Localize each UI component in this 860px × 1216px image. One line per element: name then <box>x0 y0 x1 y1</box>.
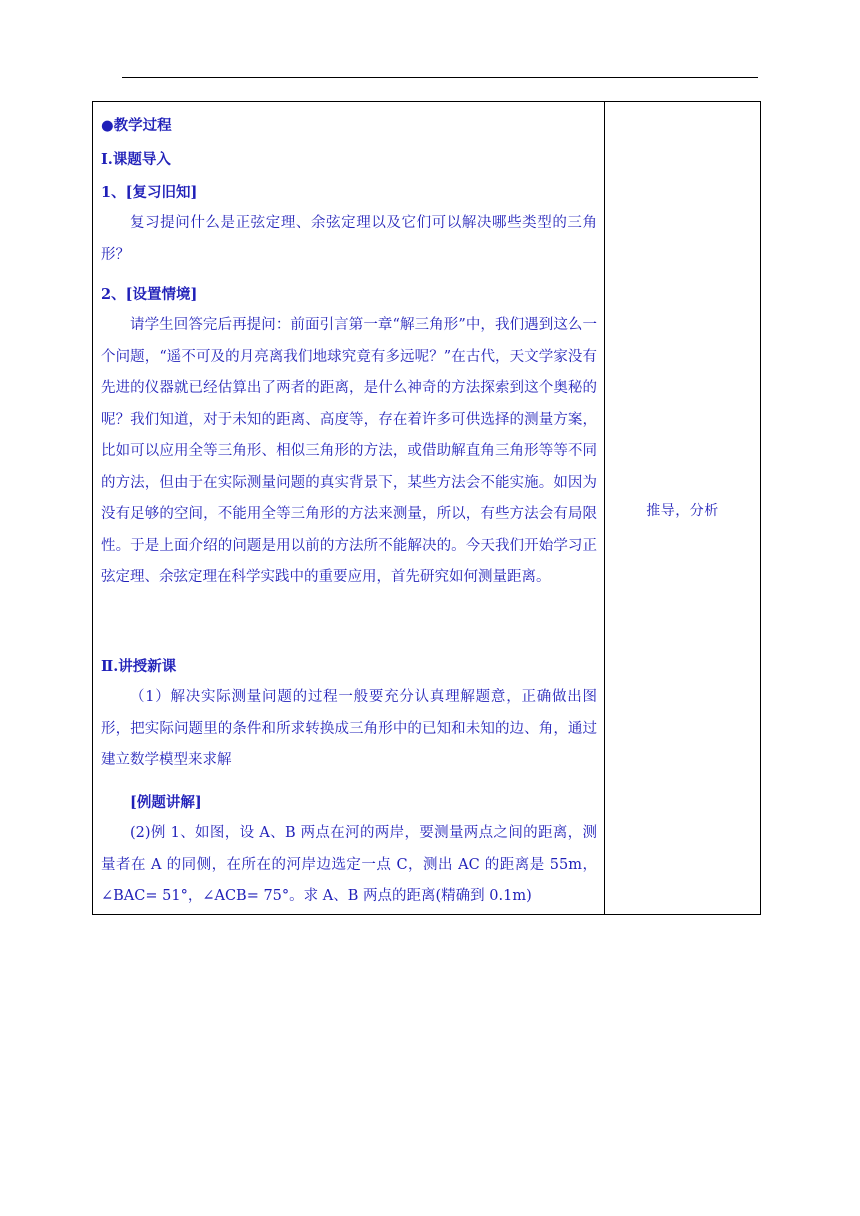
scenario-heading: 2、[设置情境] <box>101 286 198 303</box>
example1-paragraph: (2)例 1、如图，设 A、B 两点在河的两岸，要测量两点之间的距离，测量者在 A 的同侧，在所在的河岸边选定一点 C，测出 AC 的距离是 55m，∠BAC= 51°，∠ACB= 75°。求 A、B 两点的距离(精确到 0.1m) <box>101 825 597 904</box>
main-content-cell <box>93 102 604 914</box>
side-notes-cell <box>605 102 760 914</box>
part2-heading: Ⅱ.讲授新课 <box>101 658 177 675</box>
review-paragraph: 复习提问什么是正弦定理、余弦定理以及它们可以解决哪些类型的三角形？ <box>101 215 597 263</box>
point1-paragraph: （1）解决实际测量问题的过程一般要充分认真理解题意，正确做出图形，把实际问题里的条件和所求转换成三角形中的已知和未知的边、角，通过建立数学模型来求解 <box>101 689 597 768</box>
header-rule <box>122 77 758 78</box>
example-heading: [例题讲解] <box>130 794 202 811</box>
review-heading: 1、[复习旧知] <box>101 184 198 201</box>
lesson-table <box>92 101 761 915</box>
side-note: 推导，分析 <box>646 503 719 519</box>
teaching-process-heading: ●教学过程 <box>101 117 172 134</box>
scenario-paragraph: 请学生回答完后再提问：前面引言第一章“解三角形”中，我们遇到这么一个问题，“遥不可及的月亮离我们地球究竟有多远呢？”在古代，天文学家没有先进的仪器就已经估算出了两者的距离，是什么神奇的方法探索到这个奥秘的呢？我们知道，对于未知的距离、高度等，存在着许多可供选择的测量方案，比如可以应用全等三角形、相似三角形的方法，或借助解直角三角形等等不同的方法，但由于在实际测量问题的真实背景下，某些方法会不能实施。如因为没有足够的空间，不能用全等三角形的方法来测量，所以，有些方法会有局限性。于是上面介绍的问题是用以前的方法所不能解决的。今天我们开始学习正弦定理、余弦定理在科学实践中的重要应用，首先研究如何测量距离。 <box>101 317 597 585</box>
part1-heading: Ⅰ.课题导入 <box>101 151 171 168</box>
